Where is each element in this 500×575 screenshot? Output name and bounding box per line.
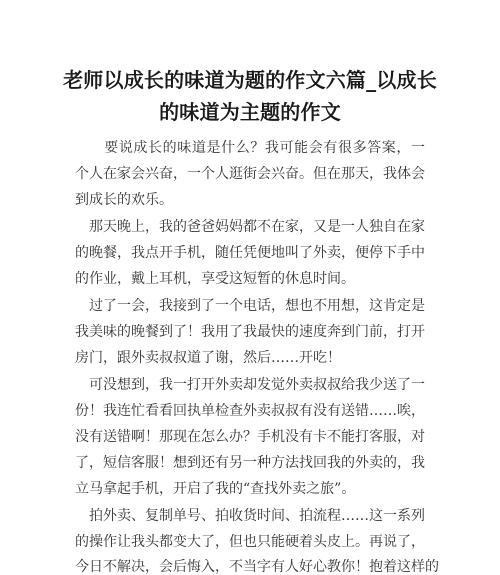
body-text-line: 份！我连忙看看回执单检查外卖叔叔有没有送错……唉，: [75, 403, 425, 419]
body-text-line: 房门，跟外卖叔叔道了谢，然后……开吃！: [75, 350, 341, 366]
body-text-line: 到成长的欢乐。: [75, 192, 173, 208]
body-text-line: 没有送错啊！那现在怎么办？手机没有卡不能打客服，对: [75, 429, 425, 445]
body-text-line: 要说成长的味道是什么？我可能会有很多答案，一: [75, 140, 425, 156]
body-text-line: 我美味的晚餐到了！我用了我最快的速度奔到门前，打开: [75, 324, 425, 340]
body-text-line: 的操作让我头都变大了，但也只能硬着头皮上。再说了，: [75, 534, 425, 550]
body-text-line: 今日不解决，会后悔入，不当字有人好心教你！抱着这样的: [75, 559, 439, 575]
body-text-line: 拍外卖、复制单号、拍收货时间、拍流程……这一系列: [75, 508, 425, 524]
body-text-line: 过了一会，我接到了一个电话，想也不用想，这肯定是: [75, 298, 425, 314]
body-text-line: 的晚餐，我点开手机，随任凭便地叫了外卖，便停下手中: [75, 245, 425, 261]
body-text-line: 个人在家会兴奋，一个人逛街会兴奋。但在那天，我体会: [75, 166, 425, 182]
body-text-line: 那天晚上，我的爸爸妈妈都不在家，又是一人独自在家: [75, 219, 425, 235]
body-text-line: 的作业，戴上耳机，享受这短暂的休息时间。: [75, 271, 355, 287]
document-title-line-2: 的味道为主题的作文: [159, 100, 341, 124]
document-title-line-1: 老师以成长的味道为题的作文六篇_以成长: [63, 68, 437, 92]
body-text-line: 可没想到，我一打开外卖却发觉外卖叔叔给我少送了一: [75, 377, 425, 393]
body-text-line: 了，短信客服！想到还有另一种方法找回我的外卖的，我: [75, 455, 425, 471]
body-text-line: 立马拿起手机，开启了我的“查找外卖之旅”。: [75, 481, 356, 497]
